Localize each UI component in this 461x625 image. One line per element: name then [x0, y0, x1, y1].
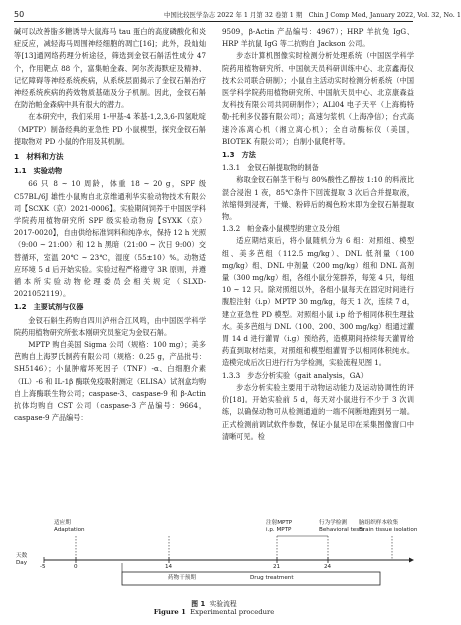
tick-label: 0 [74, 564, 78, 570]
section-heading: 1 材料和方法 [14, 152, 64, 162]
axis-arrow [409, 558, 414, 563]
figure-caption-en: Figure 1 Experimental procedure [153, 608, 275, 616]
paragraph: 金钗石斛生药购自四川泸州合江风鸣，由中国医学科学院药用植物研究所张本刚研究员鉴定为金钗石斛。 [14, 315, 206, 337]
subsubsection-heading: 1.3.2 帕金森小鼠模型的建立及分组 [222, 224, 341, 234]
tick-label: 14 [165, 564, 173, 570]
paragraph: 适应期结束后，将小鼠随机分为 6 组：对照组、模型组、美多芭组（112.5 mg/kg）、DNL 低剂量（100 mg/kg）组、DNL 中剂量（200 mg/kg）组和 DNL 高剂量（300 mg/kg）组，各组小鼠分笼群养，每笼 4 只，每组 10 ~ 12 只。除对照组以外，各组小鼠每天在固定时间进行腹腔注射（i.p）MPTP 30 mg/kg，每天 1 次，连续 7 d，建立亚急性 PD 模型。对照组小鼠 i.p 给予相同体积生理盐水。美多芭组与 DNL（100、200、300 mg/kg）组通过灌胃 14 d 进行灌胃（i.g）预给药，造模期间持续每天灌胃给药直到取材结束，对照组和模型组灌胃予以相同体积纯水。造模完成后次日进行行为学检测，实验流程见图 1。 [222, 236, 414, 368]
paragraph: 步态分析实验主要用于动物运动能力及运动协调性的评价[18]。开始实验前 5 d，每天对小鼠进行不少于 3 次训练，以确保动物可从检测通道的一端不间断地跑到另一端。正式检测前调试软件参数，保证小鼠足印在采集图像窗口中清晰可见。检 [222, 382, 414, 441]
paragraph: 碱可以改善脂多糖诱导大鼠海马 tau 蛋白的高度磷酸化和炎症反应，减轻海马周围神经细胞的凋亡[16]；此外，段灿灿等[13]通网络药理分析途径，筛选到金钗石斛活性成分 47 个，作用靶点 88 个，富集帕金森、阿尔茨海默症及精神、记忆障碍等神经系统疾病，从系统层面揭示了金钗石斛治疗神经系统疾病的药效物质基础及分子机制。因此，金钗石斛在防治帕金森病中具有很大的潜力。 [14, 27, 206, 110]
paragraph: 66 只 8 ~ 10 周龄，体重 18 ~ 20 g，SPF 级 C57BL/6J 雄性小鼠购自北京维通利华实验动物技术有限公司【SCXK（京）2021-0006】。实验期间饲养于中国医学科学院药用植物研究所 SPF 级实验动物房【SYXK（京）2017-0020】，自由供给标准饲料和纯净水，保持 12 h 光照（9:00 ~ 21:00）和 12 h 黑暗（21:00 ~ 次日 9:00）交替循环，室温 20℃ ~ 23℃，湿度（55±10）%。动物适应环境 5 d 后开始实验。实验过程严格遵守 3R 原则，并遵循本所实验动物伦理委员会相关规定（SLXD-2021052119）。 [14, 179, 206, 299]
paragraph: 称取金钗石斛茎干粉与 80%酸性乙醇按 1:10 的料液比混合浸泡 1 夜，85℃条件下回流提取 3 次后合并提取液，浓缩得到浸膏，干燥、粉碎后的褐色粉末即为金钗石斛提取物。 [222, 175, 414, 222]
drug-label-cn: 药物干预期 [168, 575, 196, 581]
paragraph: MPTP 购自美国 Sigma 公司（规格：100 mg）；美多芭购自上海罗氏制药有限公司（规格：0.25 g，产品批号：SH5146）；小鼠肿瘤坏死因子（TNF）-α、白细胞介素（IL）-6 和 IL-1β 酶联免疫吸附测定（ELISA）试剂盒均购自上海酶联生物公司；caspase-3、caspase-9 和 β-Actin 抗体均购自 CST 公司（caspase-3 产品编号：9664，caspase-9 产品编号： [14, 340, 206, 423]
drug-label-en: Drug treatment [250, 575, 294, 581]
subsubsection-heading: 1.3.3 步态分析实验（gait analysis，GA） [222, 370, 368, 380]
left-column [14, 26, 206, 425]
label-tissue: 脑组织样本收集 Brain tissue isolation [359, 520, 418, 533]
tick-label: -5 [40, 564, 46, 570]
running-header [14, 9, 461, 22]
label-mptp: 注射MPTP i.p. MPTP [266, 520, 293, 533]
axis-label: 天数 Day [16, 553, 28, 566]
right-column [222, 26, 414, 443]
page-number: 50 [14, 10, 25, 19]
figure-caption-cn: 图 1 实验流程 [191, 600, 237, 608]
tick-label: 21 [273, 564, 281, 570]
subsection-heading: 1.1 实验动物 [14, 166, 63, 176]
paragraph: 在本研究中，我们采用 1-甲基-4 苯基-1,2,3,6-四氢吡啶（MPTP）制备经典的亚急性 PD 小鼠模型，探究金钗石斛提取物对 PD 小鼠的作用及其机制。 [14, 112, 206, 146]
figure-1 [14, 520, 418, 616]
paragraph: 步态计算机图像实时检测分析处理系统（中国医学科学院药用植物研究所、中国航天员科研训练中心、北京鑫海仪技术公司联合研制）；小鼠自主活动实时检测分析系统（中国医学科学院药用植物研究所、中国航天员中心、北京康森益友科技有限公司共同研制作）；ALl04 电子天平（上海梅特勒-托利多仪器有限公司）；高速匀浆机（上海净信）；台式高速冷冻离心机（湘立离心机）；全自动酶标仪（美国，BIOTEK 有限公司）；自制小鼠爬杆等。 [222, 51, 414, 146]
paragraph: 9509，β-Actin 产品编号：4967）；HRP 羊抗兔 IgG、HRP 羊抗鼠 IgG 等二抗购自 Jackson 公司。 [222, 27, 414, 49]
tick-label: 24 [324, 564, 332, 570]
subsection-heading: 1.3 方法 [222, 150, 256, 160]
journal-title: 中国比较医学杂志 2022 年 1 月第 32 卷第 1 期 Chin J Comp Med, January 2022, Vol. 32, No. 1 [164, 11, 461, 19]
subsection-heading: 1.2 主要试剂与仪器 [14, 302, 84, 312]
label-adaptation: 适应期 Adaptation [54, 520, 85, 533]
subsubsection-heading: 1.3.1 金钗石斛提取物的制备 [222, 163, 319, 173]
label-behavior: 行为学检测 Behavioral tests [319, 520, 365, 533]
